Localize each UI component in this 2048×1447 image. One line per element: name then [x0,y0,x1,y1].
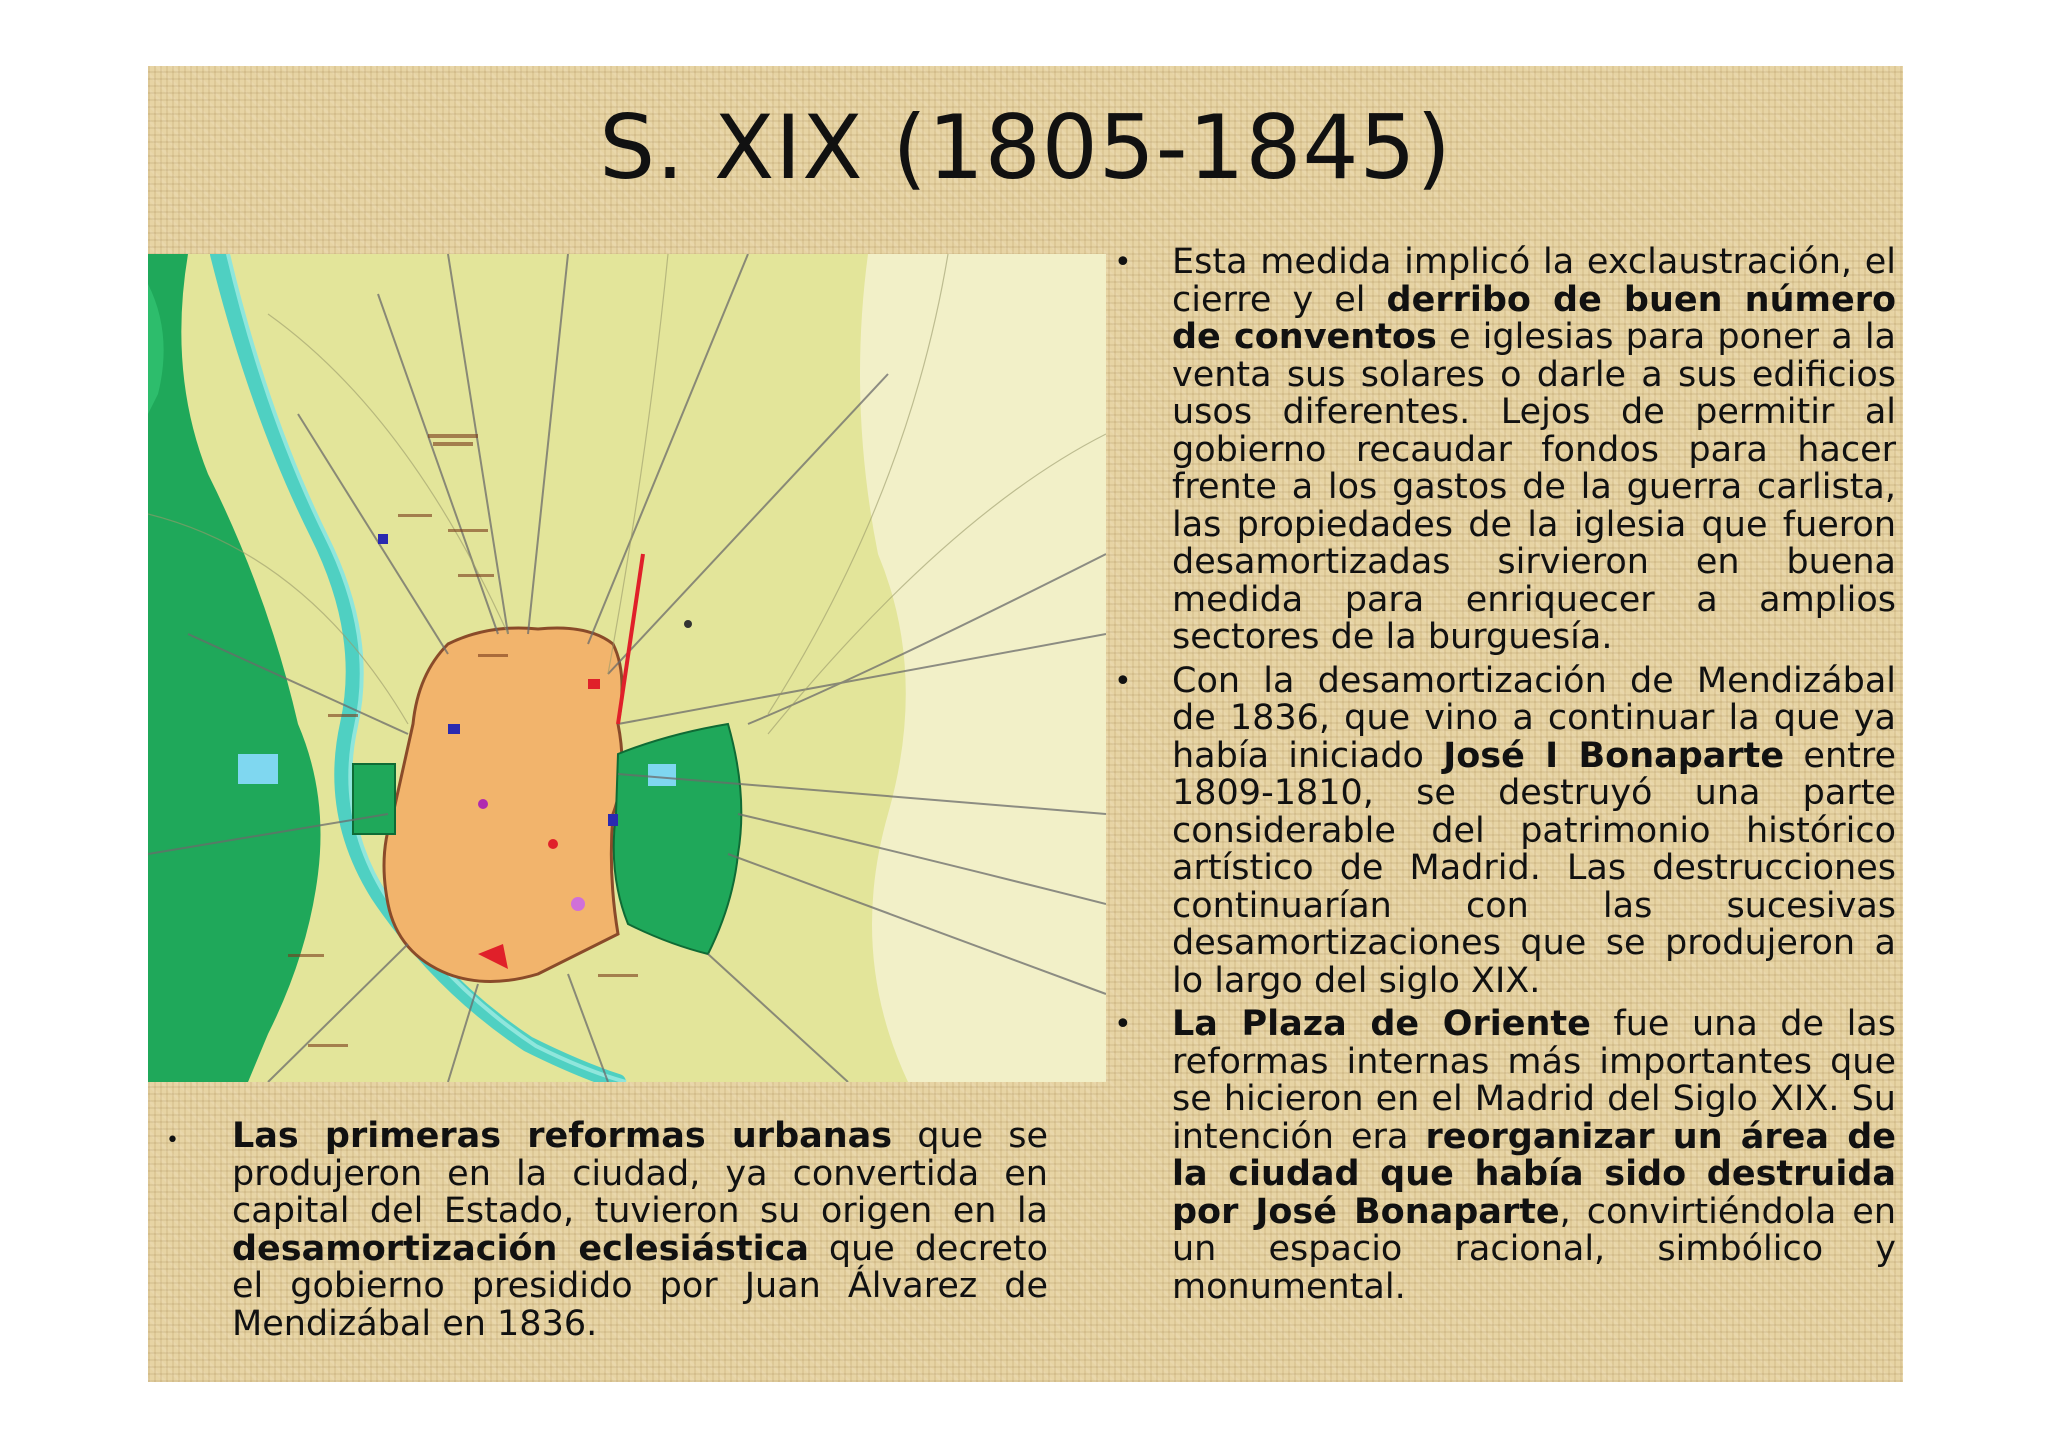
paragraph-text: Con la desamortización de Mendizábal de 1836, que vino a continuar la que ya había iniciado [1172,660,1896,776]
bullet-paragraph [148,1118,1048,1343]
bullet-dot: • [166,1128,179,1153]
bold-text: José I Bonaparte [1443,735,1785,776]
bullet-dot: • [1114,663,1132,699]
paragraph-text: que decreto el gobierno presidido por Juan Álvarez de Mendizábal en 1836. [232,1228,1048,1344]
left-text-block [148,1118,1048,1349]
bold-text: derribo de buen número de conventos [1172,279,1897,357]
paragraph-text: e iglesias para poner a la venta sus solares o darle a sus edificios usos diferentes. Lejos de permitir al gobierno recaudar fondos para hacer frente a los gastos de la guerra carlista, las propiedades de la iglesia que fueron desamortizadas sirvieron en buena medida para enriquecer a amplios sectores de la burguesía. [1172,317,1897,657]
slide-title: S. XIX (1805-1845) [599,96,1452,199]
bullet-paragraph [1104,244,1896,657]
bullet-dot: • [1114,245,1132,280]
historical-map-image [148,254,1106,1082]
bullet-paragraph [1104,1006,1896,1306]
bullet-dot: • [1114,1007,1132,1042]
bold-text: Las primeras reformas urbanas [232,1116,893,1156]
paragraph-text: Esta medida implicó la exclaustración, el cierre y el [1172,242,1896,320]
right-text-column [1104,244,1896,1312]
bullet-paragraph [1104,660,1896,1001]
paragraph-text: que se produjeron en la ciudad, ya convertida en capital del Estado, tuvieron su origen en la [232,1116,1048,1231]
paragraph-text: , convirtiéndola en un espacio racional, simbólico y monumental. [1172,1191,1896,1307]
paragraph-text: entre 1809-1810, se destruyó una parte considerable del patrimonio histórico artístico de Madrid. Las destrucciones continuarían con las sucesivas desamortizaciones que se produjeron a lo largo del siglo XIX. [1172,735,1896,1001]
slide [148,66,1903,1382]
bold-text: desamortización eclesiástica [232,1228,809,1269]
bold-text: reorganizar un área de la ciudad que había sido destruida por José Bonaparte [1172,1116,1896,1232]
bold-text: La Plaza de Oriente [1172,1004,1591,1044]
paragraph-text: fue una de las reformas internas más importantes que se hicieron en el Madrid del Siglo XIX. Su intención era [1172,1004,1896,1157]
